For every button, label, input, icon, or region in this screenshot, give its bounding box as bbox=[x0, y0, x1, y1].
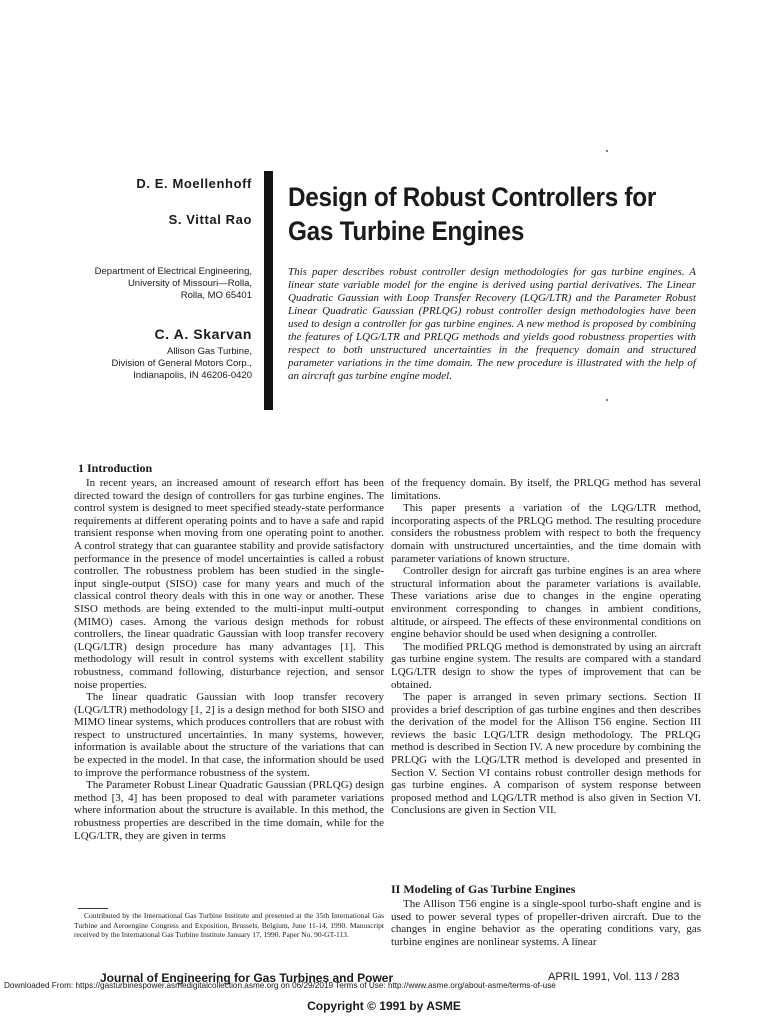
paragraph: The paper is arranged in seven primary sections. Section II provides a brief description of gas turbine engines and then describes the derivation of the model for the Allison T56 engine. Section III reviews the basic LQG/LTR design methodology. The PRLQG method is described in Section IV. A new procedure by combining the PRLQG with the LQG/LTR method is developed and presented in Section V. Section VI contains robust controller design methods for gas turbine engines. A comparison of system response between proposed method and LQG/LTR method is also given in Section VI. Conclusions are given in Section VII. bbox=[391, 691, 701, 817]
abstract: This paper describes robust controller design methodologies for gas turbine engines. A linear state variable model for the engine is derived using partial derivatives. The Linear Quadratic Gaussian with Loop Transfer Recovery (LQG/LTR) and the Parameter Robust Linear Quadratic Gaussian (PRLQG) robust controller design methodologies have been used to design a controller for gas turbine engines. A new method is proposed by combining the features of LQG/LTR and PRLQG methods and yields good robustness properties with respect to both unstructured uncertainties in the frequency domain and structured parameter variations in the time domain. The new procedure is illustrated with the help of an aircraft gas turbine engine model. bbox=[288, 266, 696, 382]
paragraph: The Parameter Robust Linear Quadratic Gaussian (PRLQG) design method [3, 4] has been proposed to deal with parameter variations where information about the structure is available. In this method, the robustness properties are described in the time domain, while for the LQG/LTR, they are given in terms bbox=[74, 779, 384, 842]
affiliation-line: Allison Gas Turbine, bbox=[166, 346, 252, 357]
paragraph: The Allison T56 engine is a single-spool turbo-shaft engine and is used to power several types of propeller-driven aircraft. Due to the changes in engine behavior as the operating conditions vary, gas turbine engines are nonlinear systems. A linear bbox=[391, 898, 701, 948]
journal-name: Journal of Engineering for Gas Turbines and Power bbox=[100, 971, 394, 985]
author-affiliation bbox=[40, 346, 252, 382]
affiliation-line: Department of Electrical Engineering, bbox=[94, 266, 252, 277]
author-name: C. A. Skarvan bbox=[154, 326, 252, 342]
title-vertical-rule bbox=[264, 171, 273, 410]
paragraph: Controller design for aircraft gas turbine engines is an area where structural information about the parameter variations is available. These variations arise due to changes in the engine operating environment corresponding to changes in ambient conditions, altitude, or airspeed. The effects of these environmental conditions on engine behavior should be used when designing a controller. bbox=[391, 565, 701, 641]
paragraph: The modified PRLQG method is demonstrated by using an aircraft gas turbine engine system. The results are compared with a standard LQG/LTR design to show the types of improvement that can be obtained. bbox=[391, 640, 701, 691]
title-line: Design of Robust Controllers for bbox=[288, 182, 657, 212]
copyright: Copyright © 1991 by ASME bbox=[307, 999, 461, 1013]
footnote-rule bbox=[78, 908, 108, 909]
right-column-continued bbox=[391, 898, 701, 948]
paragraph: In recent years, an increased amount of research effort has been directed toward the design of controllers for gas turbine engines. The control system is designed to meet specified steady-state performance requirements at different operating points and to have a safe and rapid transient response when moving from one operating point to another. A control strategy that can guarantee stability and provide satisfactory performance in the presence of model uncertainties is called a robust controller. The robustness problem has been studied in the single-input single-output (SISO) case for many years and much of the classical control theory deals with this in one way or another. These SISO methods are being extended to the multi-input multi-output (MIMO) cases. Among the various design methods for robust controllers, the linear quadratic Gaussian with loop transfer recovery (LQG/LTR) design procedure has many advantages [1]. This methodology will result in control systems with excellent stability robustness, command following, disturbance rejection, and sensor noise properties. bbox=[74, 477, 384, 691]
footnote: Contributed by the International Gas Turbine Institute and presented at the 35th International Gas Turbine and Aeroengine Congress and Exposition, Brussels, Belgium, June 11-14, 1990. Manuscript received by the International Gas Turbine Institute January 17, 1990. Paper No. 90-GT-113. bbox=[74, 911, 384, 940]
author-name: S. Vittal Rao bbox=[168, 212, 252, 227]
scan-speck bbox=[606, 150, 608, 152]
scan-speck bbox=[606, 399, 608, 401]
title-line: Gas Turbine Engines bbox=[288, 216, 525, 246]
issue-info: APRIL 1991, Vol. 113 / 283 bbox=[548, 971, 680, 983]
author-affiliation bbox=[40, 266, 252, 302]
left-column bbox=[74, 477, 384, 842]
affiliation-line: Rolla, MO 65401 bbox=[180, 290, 252, 301]
affiliation-line: Indianapolis, IN 46206-0420 bbox=[133, 370, 252, 381]
paragraph: This paper presents a variation of the LQG/LTR method, incorporating aspects of the PRLQG method. The resulting procedure considers the robustness problem with respect to both the frequency domain with unstructured uncertainties, and the time domain with parameter variations of known structure. bbox=[391, 502, 701, 565]
section-heading: II Modeling of Gas Turbine Engines bbox=[391, 882, 576, 896]
paper-title bbox=[288, 180, 684, 248]
download-notice: Downloaded From: https://gasturbinespower.asmedigitalcollection.asme.org on 06/29/2019 Terms of Use: http://www.asme.org/about-asme/terms-of-use bbox=[4, 981, 556, 990]
paragraph: of the frequency domain. By itself, the PRLQG method has several limitations. bbox=[391, 477, 701, 502]
author-name: D. E. Moellenhoff bbox=[136, 176, 252, 191]
paragraph: The linear quadratic Gaussian with loop transfer recovery (LQG/LTR) methodology [1, 2] is a design method for both SISO and MIMO linear systems, which produces controllers that are robust with respect to unstructured uncertainties. In many systems, however, information is available about the structure of the variations that can be expected in the model. In that case, the information should be used to improve the performance robustness of the system. bbox=[74, 691, 384, 779]
section-heading: 1 Introduction bbox=[78, 461, 153, 475]
affiliation-line: Division of General Motors Corp., bbox=[111, 358, 252, 369]
affiliation-line: University of Missouri—Rolla, bbox=[127, 278, 252, 289]
right-column bbox=[391, 477, 701, 817]
